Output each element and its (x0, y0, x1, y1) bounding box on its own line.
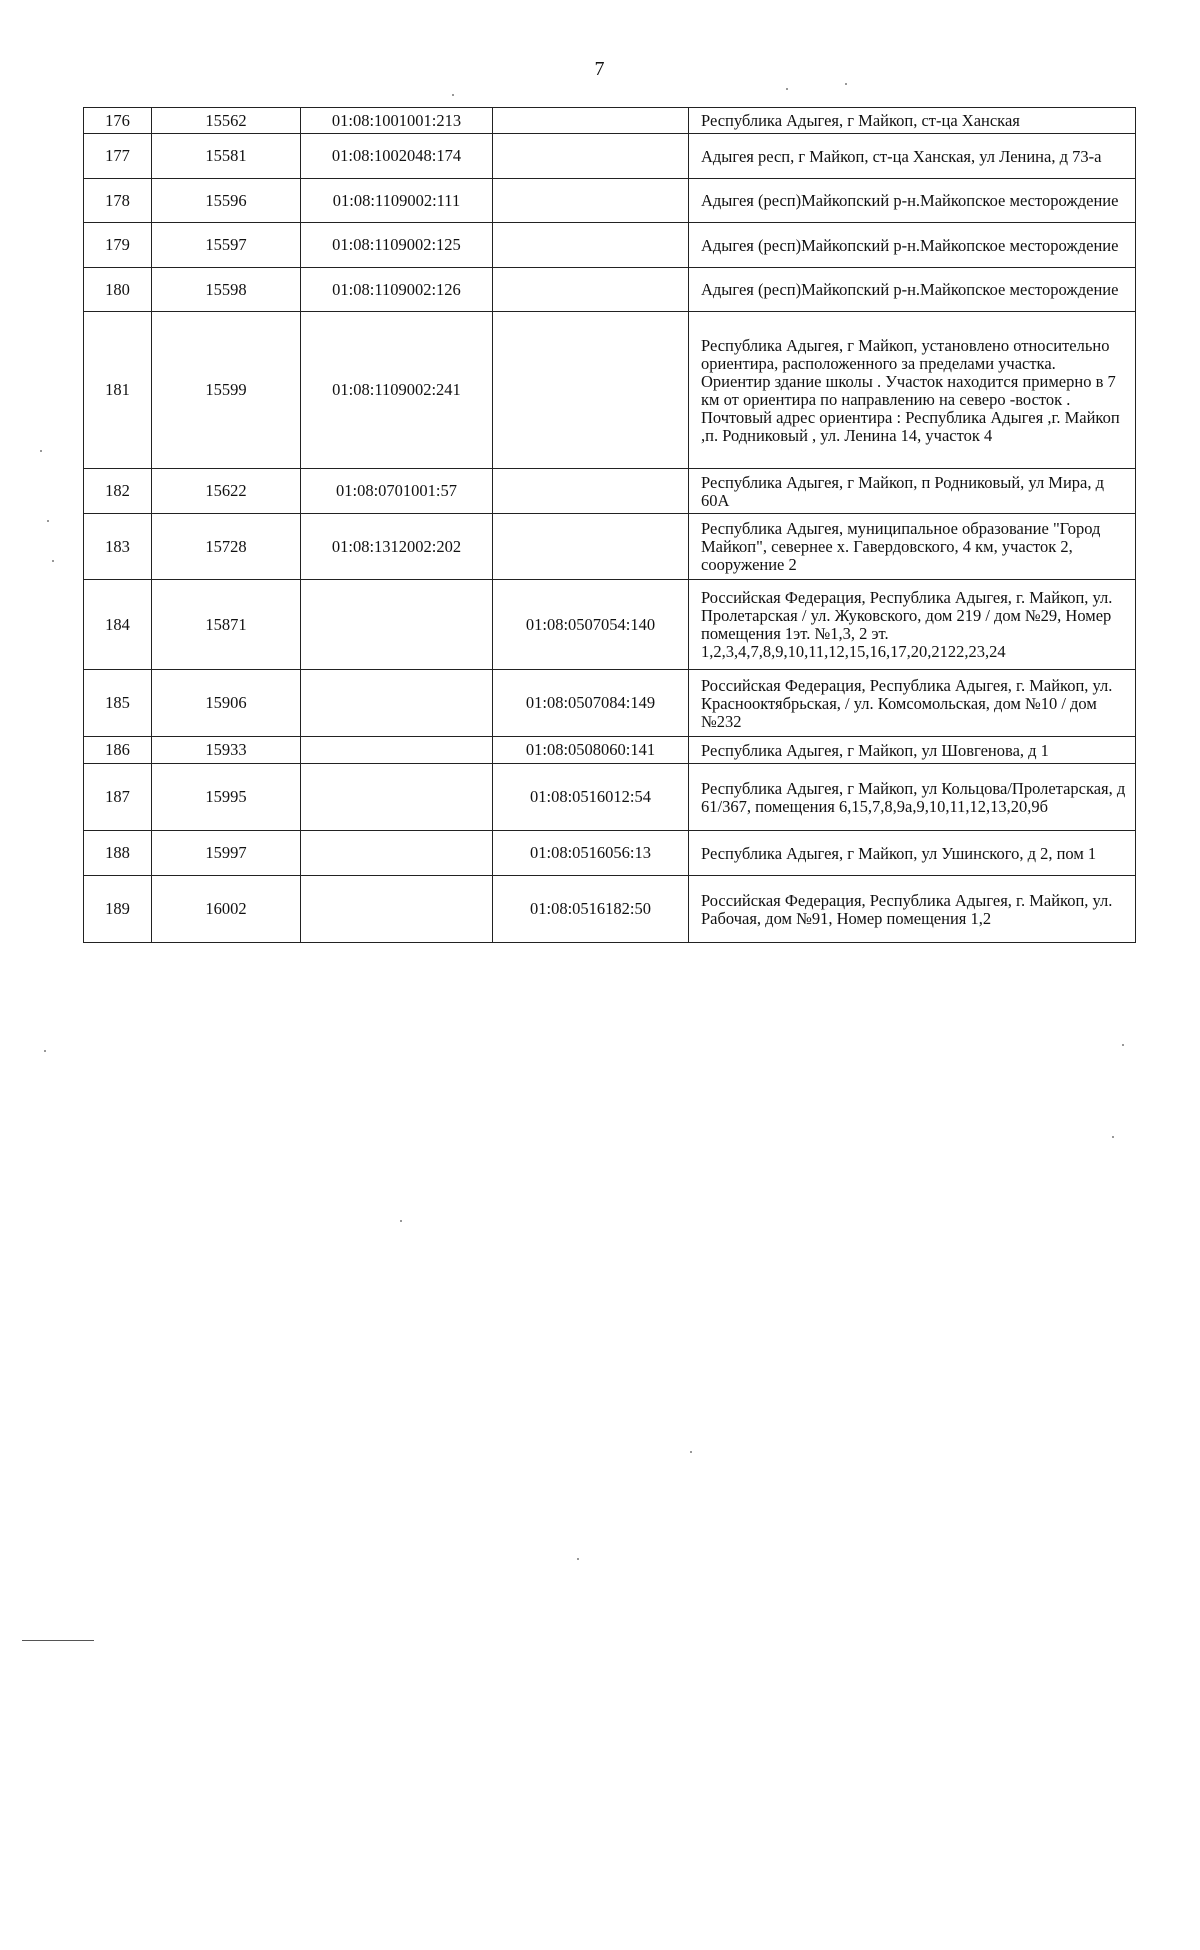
registry-number-cell: 15995 (152, 764, 301, 831)
premises-cadastral-number-cell (493, 134, 689, 179)
scan-speck (52, 560, 54, 562)
row-number-cell: 189 (84, 876, 152, 943)
registry-number-cell: 15622 (152, 469, 301, 514)
row-number-cell: 181 (84, 312, 152, 469)
address-cell: Республика Адыгея, г Майкоп, ст-ца Ханская (689, 108, 1136, 134)
cadastral-number-cell (301, 764, 493, 831)
row-number-cell: 176 (84, 108, 152, 134)
premises-cadastral-number-cell (493, 469, 689, 514)
cadastral-number-cell (301, 737, 493, 764)
registry-number-cell: 16002 (152, 876, 301, 943)
registry-number-cell: 15597 (152, 223, 301, 268)
registry-number-cell: 15997 (152, 831, 301, 876)
page-number: 7 (594, 58, 606, 80)
table-row (84, 514, 1136, 580)
scan-speck (40, 450, 42, 452)
cadastral-number-cell: 01:08:0701001:57 (301, 469, 493, 514)
scan-speck (845, 83, 847, 85)
address-cell: Адыгея (респ)Майкопский р-н.Майкопское месторождение (689, 179, 1136, 223)
premises-cadastral-number-cell (493, 312, 689, 469)
registry-number-cell: 15581 (152, 134, 301, 179)
table-row (84, 670, 1136, 737)
row-number-cell: 183 (84, 514, 152, 580)
table-row (84, 134, 1136, 179)
scan-speck (1112, 1136, 1114, 1138)
row-number-cell: 179 (84, 223, 152, 268)
table-body (84, 108, 1136, 943)
premises-cadastral-number-cell: 01:08:0508060:141 (493, 737, 689, 764)
scan-speck (44, 1050, 46, 1052)
premises-cadastral-number-cell (493, 179, 689, 223)
row-number-cell: 188 (84, 831, 152, 876)
premises-cadastral-number-cell: 01:08:0507084:149 (493, 670, 689, 737)
premises-cadastral-number-cell: 01:08:0516182:50 (493, 876, 689, 943)
table-row (84, 312, 1136, 469)
scan-speck (690, 1451, 692, 1453)
premises-cadastral-number-cell: 01:08:0507054:140 (493, 580, 689, 670)
address-cell: Российская Федерация, Республика Адыгея, г. Майкоп, ул. Рабочая, дом №91, Номер помещения 1,2 (689, 876, 1136, 943)
table-row (84, 876, 1136, 943)
premises-cadastral-number-cell (493, 108, 689, 134)
cadastral-number-cell: 01:08:1109002:111 (301, 179, 493, 223)
address-cell: Адыгея (респ)Майкопский р-н.Майкопское месторождение (689, 223, 1136, 268)
row-number-cell: 184 (84, 580, 152, 670)
address-cell: Республика Адыгея, муниципальное образование "Город Майкоп", севернее х. Гавердовского, 4 км, участок 2, сооружение 2 (689, 514, 1136, 580)
scan-speck (400, 1220, 402, 1222)
premises-cadastral-number-cell: 01:08:0516012:54 (493, 764, 689, 831)
address-cell: Российская Федерация, Республика Адыгея, г. Майкоп, ул. Пролетарская / ул. Жуковского, дом 219 / дом №29, Номер помещения 1эт. №1,3, 2 эт. 1,2,3,4,7,8,9,10,11,12,15,16,17,20,2122,23,24 (689, 580, 1136, 670)
cadastral-number-cell: 01:08:1001001:213 (301, 108, 493, 134)
address-cell: Республика Адыгея, г Майкоп, ул Шовгенова, д 1 (689, 737, 1136, 764)
registry-number-cell: 15906 (152, 670, 301, 737)
address-cell: Адыгея респ, г Майкоп, ст-ца Ханская, ул Ленина, д 73-а (689, 134, 1136, 179)
registry-number-cell: 15596 (152, 179, 301, 223)
address-cell: Республика Адыгея, г Майкоп, п Родниковый, ул Мира, д 60А (689, 469, 1136, 514)
row-number-cell: 186 (84, 737, 152, 764)
table-row (84, 223, 1136, 268)
table-row (84, 831, 1136, 876)
cadastral-number-cell (301, 831, 493, 876)
registry-number-cell: 15562 (152, 108, 301, 134)
address-cell: Российская Федерация, Республика Адыгея, г. Майкоп, ул. Краснооктябрьская, / ул. Комсомольская, дом №10 / дом №232 (689, 670, 1136, 737)
row-number-cell: 178 (84, 179, 152, 223)
premises-cadastral-number-cell (493, 268, 689, 312)
cadastral-number-cell (301, 670, 493, 737)
row-number-cell: 187 (84, 764, 152, 831)
registry-number-cell: 15598 (152, 268, 301, 312)
cadastral-number-cell (301, 876, 493, 943)
margin-rule (22, 1640, 94, 1641)
table-row (84, 179, 1136, 223)
cadastral-number-cell: 01:08:1312002:202 (301, 514, 493, 580)
table-row (84, 108, 1136, 134)
registry-number-cell: 15871 (152, 580, 301, 670)
cadastral-number-cell (301, 580, 493, 670)
table-row (84, 469, 1136, 514)
premises-cadastral-number-cell: 01:08:0516056:13 (493, 831, 689, 876)
table-row (84, 764, 1136, 831)
address-cell: Республика Адыгея, г Майкоп, установлено относительно ориентира, расположенного за пределами участка. Ориентир здание школы . Участок находится примерно в 7 км от ориентира по направлению на северо -восток . Почтовый адрес ориентира : Республика Адыгея ,г. Майкоп ,п. Родниковый , ул. Ленина 14, участок 4 (689, 312, 1136, 469)
registry-number-cell: 15728 (152, 514, 301, 580)
cadastral-number-cell: 01:08:1109002:241 (301, 312, 493, 469)
scan-speck (1122, 1044, 1124, 1046)
address-cell: Республика Адыгея, г Майкоп, ул Кольцова/Пролетарская, д 61/367, помещения 6,15,7,8,9а,9,10,11,12,13,20,9б (689, 764, 1136, 831)
table-row (84, 268, 1136, 312)
cadastral-number-cell: 01:08:1109002:125 (301, 223, 493, 268)
row-number-cell: 177 (84, 134, 152, 179)
scan-speck (452, 94, 454, 96)
table-row (84, 737, 1136, 764)
scan-speck (577, 1558, 579, 1560)
property-register-table (83, 107, 1136, 943)
premises-cadastral-number-cell (493, 223, 689, 268)
table-row (84, 580, 1136, 670)
premises-cadastral-number-cell (493, 514, 689, 580)
address-cell: Адыгея (респ)Майкопский р-н.Майкопское месторождение (689, 268, 1136, 312)
cadastral-number-cell: 01:08:1109002:126 (301, 268, 493, 312)
row-number-cell: 180 (84, 268, 152, 312)
registry-number-cell: 15599 (152, 312, 301, 469)
row-number-cell: 185 (84, 670, 152, 737)
row-number-cell: 182 (84, 469, 152, 514)
address-cell: Республика Адыгея, г Майкоп, ул Ушинского, д 2, пом 1 (689, 831, 1136, 876)
scan-speck (786, 88, 788, 90)
scan-speck (47, 520, 49, 522)
registry-number-cell: 15933 (152, 737, 301, 764)
cadastral-number-cell: 01:08:1002048:174 (301, 134, 493, 179)
